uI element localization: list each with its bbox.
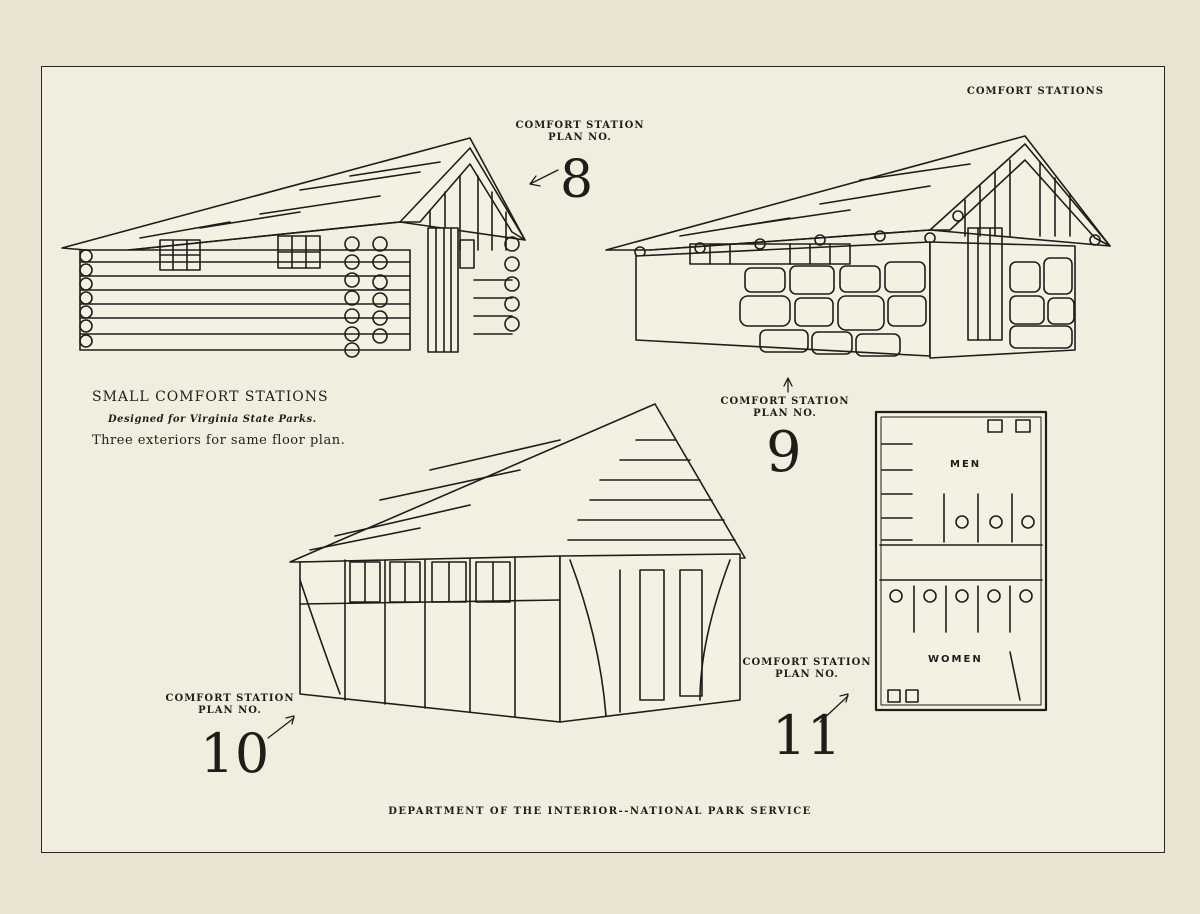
plan-8-caption-line2: PLAN NO. (548, 132, 612, 143)
plan-11-caption-line1: COMFORT STATION (742, 657, 872, 668)
log-cabin-elevation (62, 138, 525, 357)
section-header: COMFORT STATIONS (966, 86, 1104, 97)
plan-10-caption-line2: PLAN NO. (198, 705, 262, 716)
plan-8-number: 8 (560, 150, 594, 210)
plan-9-caption-line2: PLAN NO. (753, 408, 817, 419)
intro-title: SMALL COMFORT STATIONS (92, 389, 329, 405)
women-label: WOMEN (928, 654, 983, 665)
plan-11-caption-line2: PLAN NO. (775, 669, 839, 680)
plan-8-caption (510, 120, 650, 144)
plan-9-caption-line1: COMFORT STATION (720, 396, 850, 407)
plan-11-number: 11 (772, 704, 842, 767)
plan-8-caption-line1: COMFORT STATION (515, 120, 645, 131)
plan-10-number: 10 (200, 722, 270, 785)
plan-10-caption-line1: COMFORT STATION (165, 693, 295, 704)
intro-subtitle: Designed for Virginia State Parks. (108, 414, 317, 425)
footer-credit: DEPARTMENT OF THE INTERIOR--NATIONAL PARK SERVICE (388, 806, 812, 817)
plan-10-caption (160, 693, 300, 717)
intro-description: Three exteriors for same floor plan. (92, 433, 346, 448)
floor-plan (876, 412, 1046, 710)
plan-11-caption (737, 657, 877, 681)
plan-9-caption (715, 396, 855, 420)
stone-building-elevation (606, 136, 1110, 358)
plan-9-number: 9 (766, 420, 803, 485)
men-label: MEN (950, 459, 982, 470)
half-timber-elevation (290, 404, 745, 722)
